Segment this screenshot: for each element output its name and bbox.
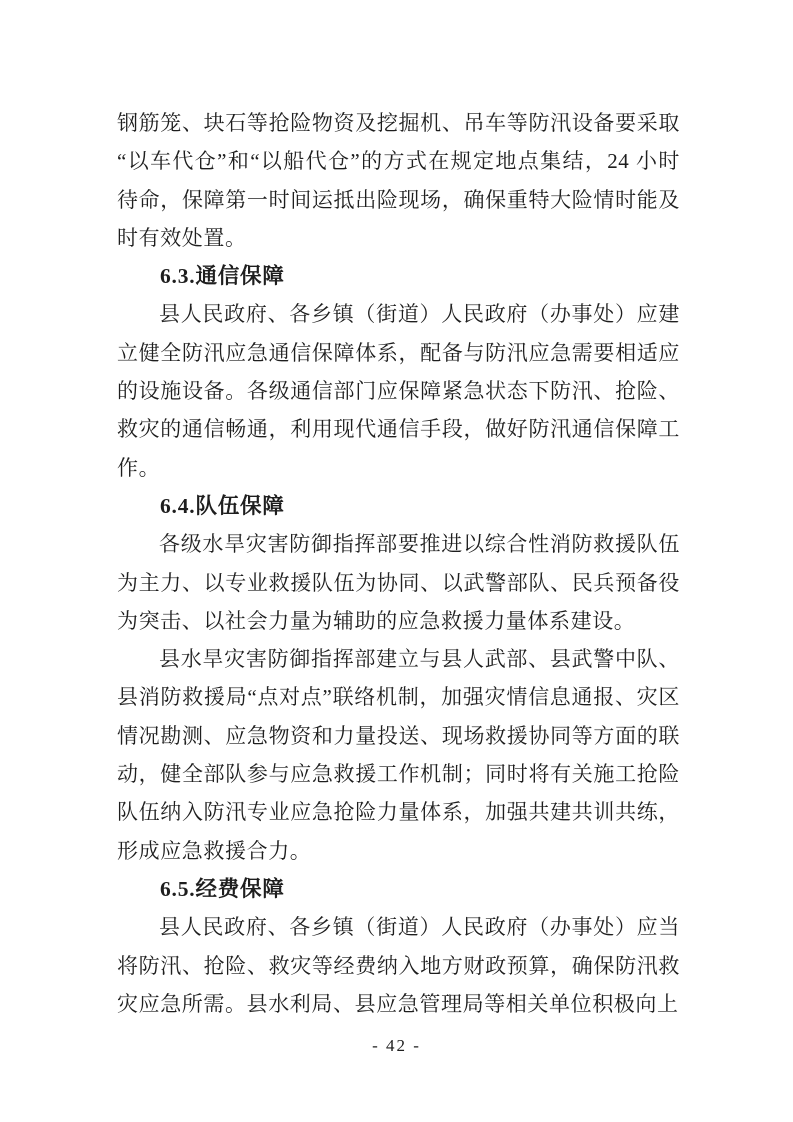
- section-heading-6-4-teams: 6.4.队伍保障: [160, 493, 285, 518]
- paragraph-funding-guarantee: 县人民政府、各乡镇（街道）人民政府（办事处）应当将防汛、抢险、救灾等经费纳入地方财政预算，确保防汛救灾应急所需。县水利局、县应急管理局等相关单位积极向上: [117, 915, 680, 1016]
- section-heading-6-5-funding: 6.5.经费保障: [160, 876, 285, 901]
- paragraph-liaison-mechanism: 县水旱灾害防御指挥部建立与县人武部、县武警中队、县消防救援局“点对点”联络机制，加强灾情信息通报、灾区情况勘测、应急物资和力量投送、现场救援协同等方面的联动，健全部队参与应急救援工作机制；同时将有关施工抢险队伍纳入防汛专业应急抢险力量体系，加强共建共训共练，形成应急救援合力。: [117, 647, 680, 863]
- document-body: [117, 104, 680, 1023]
- section-heading-6-3-communication: 6.3.通信保障: [160, 264, 285, 289]
- page-number: - 42 -: [372, 1036, 421, 1055]
- paragraph-supplies-continuation: 钢筋笼、块石等抢险物资及挖掘机、吊车等防汛设备要采取“以车代仓”和“以船代仓”的方式在规定地点集结，24 小时待命，保障第一时间运抵出险现场，确保重特大险情时能及时有效处置。: [117, 111, 680, 250]
- paragraph-rescue-force-system: 各级水旱灾害防御指挥部要推进以综合性消防救援队伍为主力、以专业救援队伍为协同、以武警部队、民兵预备役为突击、以社会力量为辅助的应急救援力量体系建设。: [117, 532, 680, 633]
- paragraph-communication-guarantee: 县人民政府、各乡镇（街道）人民政府（办事处）应建立健全防汛应急通信保障体系，配备与防汛应急需要相适应的设施设备。各级通信部门应保障紧急状态下防汛、抢险、救灾的通信畅通，利用现代通信手段，做好防汛通信保障工作。: [117, 302, 680, 480]
